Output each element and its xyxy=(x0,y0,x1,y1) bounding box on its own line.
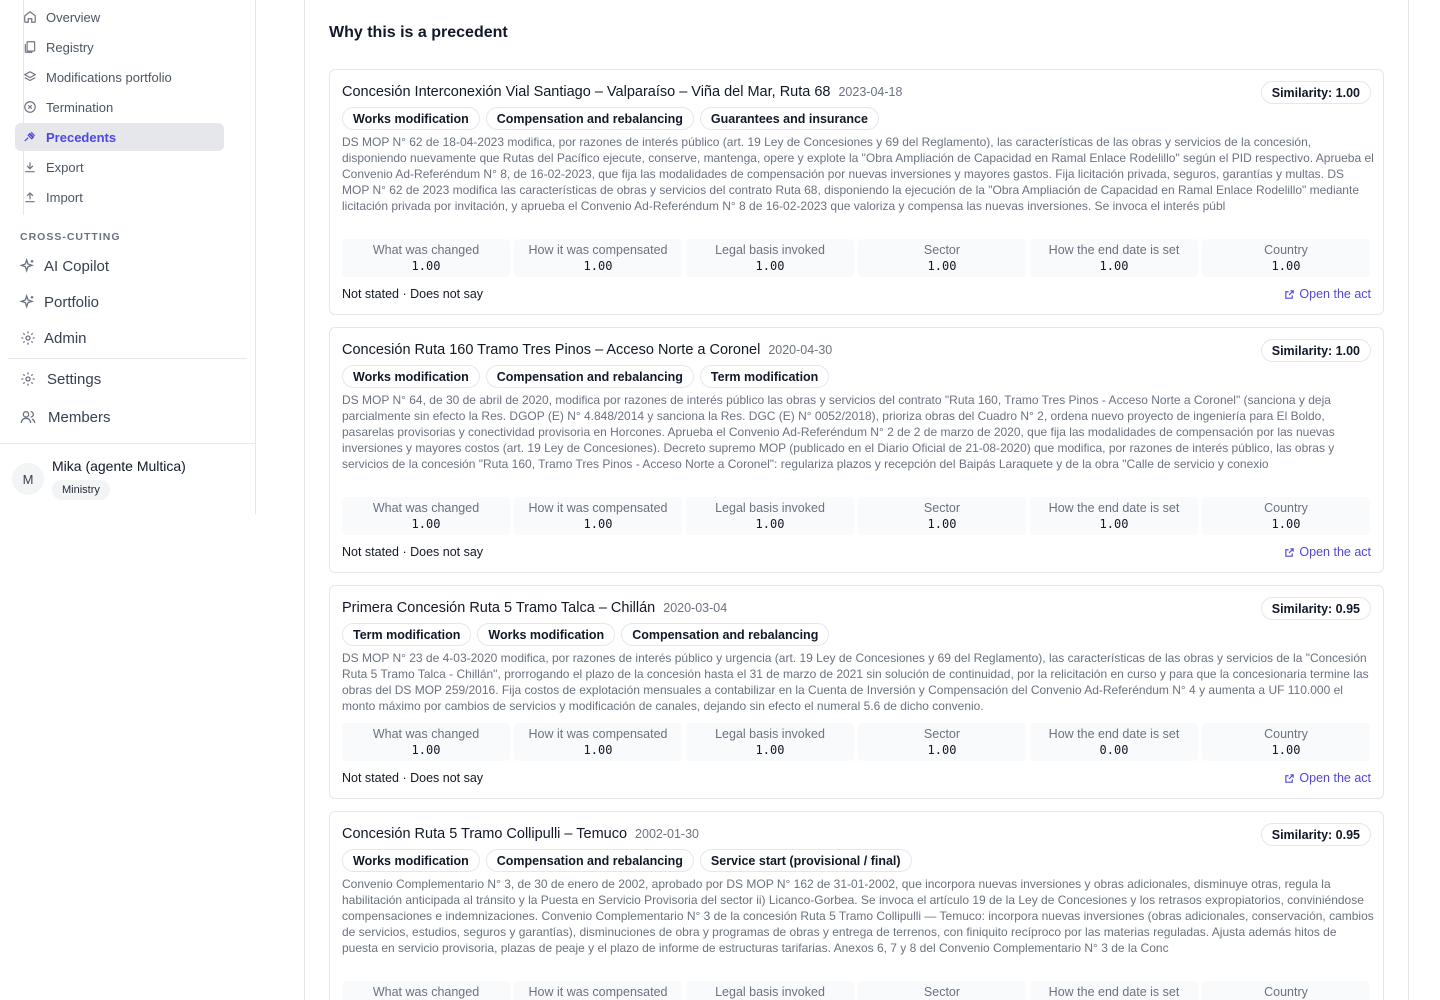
metric-country xyxy=(1202,239,1370,277)
nav-item-ai-copilot[interactable] xyxy=(20,251,248,281)
metric-legal-basis xyxy=(686,723,854,761)
metric-label: Legal basis invoked xyxy=(715,243,825,257)
metric-label: What was changed xyxy=(372,985,480,999)
metric-country xyxy=(1202,981,1370,1000)
metric-value: 1.00 xyxy=(1271,259,1301,273)
role-badge: Ministry xyxy=(52,480,110,500)
subnav-item-registry[interactable] xyxy=(15,33,224,61)
tag: Works modification xyxy=(477,623,615,646)
metric-label: Legal basis invoked xyxy=(715,727,825,741)
metric-legal-basis xyxy=(686,981,854,1000)
metric-value: 1.00 xyxy=(927,743,957,757)
tag-list xyxy=(342,365,829,388)
subnav-item-label: Overview xyxy=(46,9,101,25)
card-description: DS MOP N° 64, de 30 de abril de 2020, modifica por razones de interés público las obras y servicios del contrato "Ruta 160, Tramo Tres Pinos - Acceso Norte a Coronel" (sanciona y deja parcialmente sin efecto la Res. DGOP (E) N° 4.848/2014 y sanciona la Res. DGC (E) N° 0052/2018), prioriza obras del Cuadro N° 2, ordena nuevo proyecto de ingeniería para El Boldo, pasarelas provisorias y conectividad provisoria en Horcones. Aprueba el Convenio Ad-Referéndum N° 2 de 2 de marzo de 2020, que fija las modalidades de compensación por las nuevas inversiones y mayores costos (art. 19 Ley de Concesiones). Decreto supremo MOP (publicado en el Diario Oficial de 21-08-2020) que modifica, por razones de interés público, las obras y servicios de la concesión "Ruta 160, Tramo Tres Pinos - Acceso Norte a Coronel": regulariza plazos y recepción del Baipás Laraquete y de la obra "Calle de servicio y conexio xyxy=(342,393,1335,471)
similarity-badge: Similarity: 0.95 xyxy=(1261,823,1371,846)
card-title: Concesión Ruta 160 Tramo Tres Pinos – Acceso Norte a Coronel xyxy=(342,342,761,358)
subnav-item-precedents[interactable] xyxy=(15,123,224,151)
card-title: Concesión Ruta 5 Tramo Collipulli – Temuco xyxy=(342,826,628,842)
metric-value: 1.00 xyxy=(1099,259,1129,273)
metric-label: What was changed xyxy=(372,243,480,257)
tag: Compensation and rebalancing xyxy=(486,849,694,872)
nav-item-label: Admin xyxy=(44,329,87,347)
tag: Compensation and rebalancing xyxy=(486,365,694,388)
download-icon xyxy=(23,160,37,174)
precedent-card xyxy=(329,585,1384,799)
card-header xyxy=(342,826,699,842)
metric-what-changed xyxy=(342,239,510,277)
metric-label: Sector xyxy=(923,985,961,999)
metric-value: 1.00 xyxy=(1099,517,1129,531)
metric-legal-basis xyxy=(686,239,854,277)
metric-value: 1.00 xyxy=(411,517,441,531)
tag: Compensation and rebalancing xyxy=(621,623,829,646)
nav-item-members[interactable] xyxy=(20,402,248,432)
home-icon xyxy=(23,10,37,24)
gear-icon xyxy=(20,371,36,387)
section-label-cross-cutting: CROSS-CUTTING xyxy=(20,231,121,243)
subnav-item-label: Registry xyxy=(46,39,94,55)
metric-label: Sector xyxy=(923,727,961,741)
tag: Service start (provisional / final) xyxy=(700,849,912,872)
upload-icon xyxy=(23,190,37,204)
subnav-item-import[interactable] xyxy=(15,183,224,211)
similarity-badge: Similarity: 1.00 xyxy=(1261,339,1371,362)
metric-label: How the end date is set xyxy=(1048,727,1180,741)
metric-label: How it was compensated xyxy=(528,501,668,515)
card-footer-note: Not stated · Does not say xyxy=(342,287,484,301)
subnav-item-overview[interactable] xyxy=(15,3,224,31)
open-act-link[interactable] xyxy=(1284,545,1371,559)
metric-value: 1.00 xyxy=(411,259,441,273)
metric-value: 1.00 xyxy=(927,517,957,531)
subnav-item-termination[interactable] xyxy=(15,93,224,121)
similarity-badge: Similarity: 1.00 xyxy=(1261,81,1371,104)
card-footer-note: Not stated · Does not say xyxy=(342,545,484,559)
card-date: 2023-04-18 xyxy=(838,85,903,99)
metric-label: Sector xyxy=(923,501,961,515)
tag: Works modification xyxy=(342,365,480,388)
metric-value: 1.00 xyxy=(927,259,957,273)
tag-list xyxy=(342,623,829,646)
metric-sector xyxy=(858,981,1026,1000)
tag: Compensation and rebalancing xyxy=(486,107,694,130)
metric-country xyxy=(1202,497,1370,535)
metric-value: 1.00 xyxy=(411,743,441,757)
metric-label: Country xyxy=(1264,985,1308,999)
nav-item-label: AI Copilot xyxy=(44,257,110,275)
subnav-item-label: Termination xyxy=(46,99,114,115)
circle-x-icon xyxy=(23,100,37,114)
metric-end-date xyxy=(1030,981,1198,1000)
metric-end-date xyxy=(1030,239,1198,277)
avatar: M xyxy=(12,463,44,495)
metric-label: How the end date is set xyxy=(1048,501,1180,515)
card-title: Primera Concesión Ruta 5 Tramo Talca – Chillán xyxy=(342,600,656,616)
open-act-label: Open the act xyxy=(1299,545,1371,559)
sidebar-divider xyxy=(8,358,247,359)
open-act-link[interactable] xyxy=(1284,771,1371,785)
external-link-icon xyxy=(1284,773,1295,784)
metric-compensation xyxy=(514,497,682,535)
metric-sector xyxy=(858,239,1026,277)
card-description: DS MOP N° 62 de 18-04-2023 modifica, por razones de interés público (art. 19 Ley de Concesiones y 69 del Reglamento), las características de las obras y servicios de la concesión, disponiendo nuevamente que Rutas del Pacífico ejecute, conserve, mantenga, opere y explote la "Obra Ampliación de Capacidad en Ramal Enlace Rodelillo" según el PID respectivo. Aprueba el Convenio Ad-Referéndum N° 8, de 16-02-2023, que fija las modalidades de compensación por nuevas inversiones y mayores gastos. Fija licitación privada, seguros, garantías y multas. DS MOP N° 62 de 2023 modifica las características de obras y servicios del contrato Ruta 68, disponiendo la ejecución de la "Obra Ampliación de Capacidad en Ramal Enlace Rodelillo" mediante licitación privada por invitación, y aprueba el Convenio Ad-Referéndum N° 8 de 16-02-2023 que valoriza y compensa las nuevas inversiones. Se invoca el interés públ xyxy=(342,135,1374,213)
card-header xyxy=(342,342,832,358)
subnav-item-modifications-portfolio[interactable] xyxy=(15,63,224,91)
metric-row xyxy=(342,239,1370,277)
card-header xyxy=(342,84,902,100)
tag-list xyxy=(342,849,912,872)
precedent-card xyxy=(329,811,1384,1000)
card-date: 2020-04-30 xyxy=(768,343,833,357)
metric-sector xyxy=(858,723,1026,761)
tag-list xyxy=(342,107,879,130)
metric-label: Legal basis invoked xyxy=(715,501,825,515)
card-date: 2020-03-04 xyxy=(663,601,728,615)
tag: Guarantees and insurance xyxy=(700,107,879,130)
metric-label: How the end date is set xyxy=(1048,243,1180,257)
user-profile[interactable] xyxy=(12,458,244,506)
nav-item-settings[interactable] xyxy=(20,364,248,394)
external-link-icon xyxy=(1284,289,1295,300)
metric-label: How it was compensated xyxy=(528,727,668,741)
card-title: Concesión Interconexión Vial Santiago – Valparaíso – Viña del Mar, Ruta 68 xyxy=(342,84,831,100)
metric-label: How it was compensated xyxy=(528,985,668,999)
nav-item-admin[interactable] xyxy=(20,323,248,353)
metric-end-date xyxy=(1030,723,1198,761)
precedent-card xyxy=(329,69,1384,315)
metric-value: 1.00 xyxy=(755,517,785,531)
metric-legal-basis xyxy=(686,497,854,535)
subnav-item-label: Modifications portfolio xyxy=(46,69,172,85)
metric-value: 1.00 xyxy=(583,743,613,757)
card-description: Convenio Complementario N° 3, de 30 de enero de 2002, aprobado por DS MOP N° 162 de 31-01-2002, que incorpora nuevas inversiones y obras adicionales, disminuye otras, regula la habilitación anticipada al tránsito y la Puesta en Servicio Provisoria del sector ii) Licanco-Gorbea. Se invoca el artículo 19 de la Ley de Concesiones y los retrasos expropiatorios, conviniéndose compensaciones e indemnizaciones. Convenio Complementario N° 3 de la concesión Ruta 5 Tramo Collipulli — Temuco: incorpora nuevas inversiones (obras adicionales, conservación, cambios de servicios, estudios, seguros y garantías), disminuciones de obra y programas de obras y entrega de terrenos, con finiquito recíproco por las materias reguladas. Ajusta además hitos de puesta en servicio provisoria, plazas de peaje y el plazo de informe de estructuras tarifarias. Anexos 6, 7 y 8 del Convenio Complementario N° 3 de la Conc xyxy=(342,877,1374,955)
sidebar-divider xyxy=(0,443,256,444)
metric-label: How it was compensated xyxy=(528,243,668,257)
external-link-icon xyxy=(1284,547,1295,558)
sidebar xyxy=(0,0,256,514)
metric-sector xyxy=(858,497,1026,535)
metric-compensation xyxy=(514,723,682,761)
subnav-item-export[interactable] xyxy=(15,153,224,181)
nav-item-label: Settings xyxy=(47,370,102,388)
metric-compensation xyxy=(514,981,682,1000)
card-footer-note: Not stated · Does not say xyxy=(342,771,484,785)
users-icon xyxy=(20,409,36,425)
metric-label: What was changed xyxy=(372,501,480,515)
tag: Works modification xyxy=(342,849,480,872)
metric-end-date xyxy=(1030,497,1198,535)
metric-row xyxy=(342,497,1370,535)
metric-value: 1.00 xyxy=(583,259,613,273)
gear-icon xyxy=(20,330,36,346)
tag: Works modification xyxy=(342,107,480,130)
metric-label: How the end date is set xyxy=(1048,985,1180,999)
metric-label: Country xyxy=(1264,501,1308,515)
nav-item-label: Members xyxy=(48,408,111,426)
similarity-badge: Similarity: 0.95 xyxy=(1261,597,1371,620)
nav-item-portfolio[interactable] xyxy=(20,287,248,317)
metric-value: 1.00 xyxy=(1271,517,1301,531)
metric-label: Country xyxy=(1264,727,1308,741)
metric-label: What was changed xyxy=(372,727,480,741)
subnav-item-label: Precedents xyxy=(46,129,117,145)
tag: Term modification xyxy=(700,365,829,388)
metric-label: Sector xyxy=(923,243,961,257)
nav-item-label: Portfolio xyxy=(44,293,100,311)
open-act-label: Open the act xyxy=(1299,287,1371,301)
metric-value: 1.00 xyxy=(1271,743,1301,757)
card-description: DS MOP N° 23 de 4-03-2020 modifica, por razones de interés público y urgencia (art. 19 Ley de Concesiones y 69 del Reglamento), las características de las obras y servicios de la "Concesión Ruta 5 Tramo Talca - Chillán", prorrogando el plazo de la concesión hasta el 31 de marzo de 2021 sin solución de continuidad, por la relicitación en curso y para que la concesionaria termine las obras del DS MOP 259/2016. Fija costos de explotación mensuales a contabilizar en la Cuenta de Inversión y Compensación del Convenio Ad-Referéndum N° 4 y aumenta a UF 110.000 el monto máximo por cambios de servicios y modificación de canales, dejando sin efecto el numeral 5.6 de dicho convenio. xyxy=(342,651,1369,713)
metric-label: Legal basis invoked xyxy=(715,985,825,999)
user-name: Mika (agente Multica) xyxy=(52,458,186,474)
card-header xyxy=(342,600,727,616)
tag: Term modification xyxy=(342,623,471,646)
gavel-icon xyxy=(23,130,37,144)
open-act-label: Open the act xyxy=(1299,771,1371,785)
metric-what-changed xyxy=(342,723,510,761)
metric-row xyxy=(342,723,1370,761)
layers-icon xyxy=(23,70,37,84)
precedent-card xyxy=(329,327,1384,573)
metric-value: 1.00 xyxy=(583,517,613,531)
open-act-link[interactable] xyxy=(1284,287,1371,301)
panel-title: Why this is a precedent xyxy=(329,24,508,41)
subnav-item-label: Import xyxy=(46,189,83,205)
sparkles-icon xyxy=(20,258,36,274)
metric-what-changed xyxy=(342,981,510,1000)
subnav-item-label: Export xyxy=(46,159,84,175)
documents-icon xyxy=(23,40,37,54)
metric-row xyxy=(342,981,1370,1000)
metric-compensation xyxy=(514,239,682,277)
metric-country xyxy=(1202,723,1370,761)
metric-label: Country xyxy=(1264,243,1308,257)
sparkles-icon xyxy=(20,294,36,310)
metric-what-changed xyxy=(342,497,510,535)
metric-value: 0.00 xyxy=(1099,743,1129,757)
metric-value: 1.00 xyxy=(755,259,785,273)
card-date: 2002-01-30 xyxy=(635,827,699,841)
metric-value: 1.00 xyxy=(755,743,785,757)
